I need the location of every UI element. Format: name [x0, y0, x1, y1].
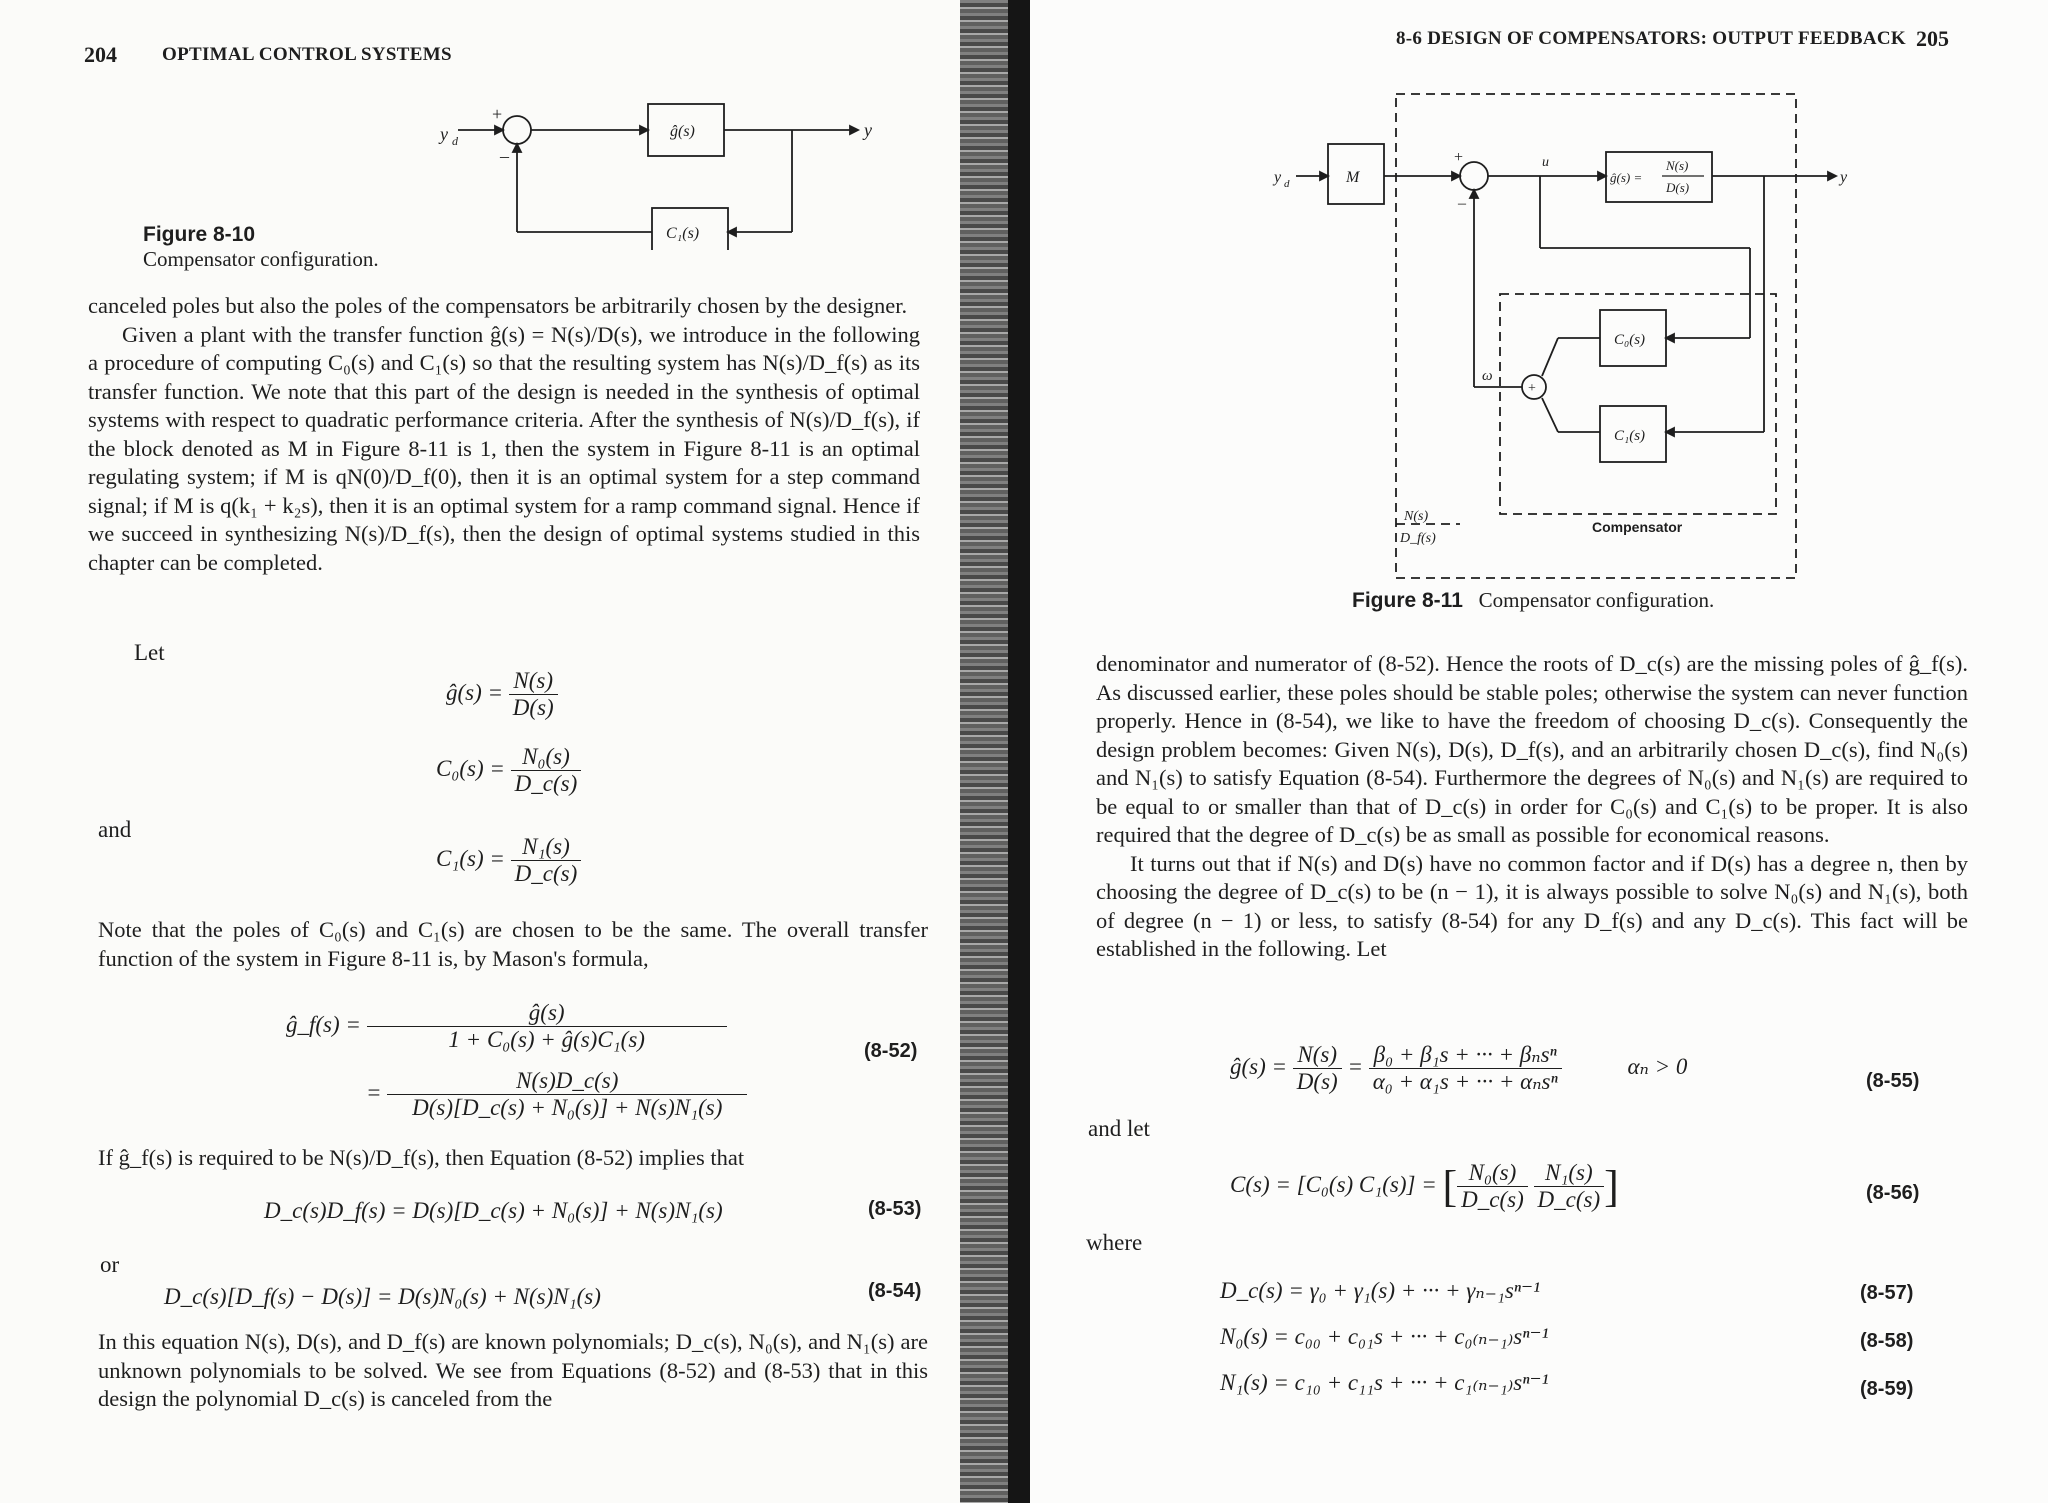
- equation-number: (8-55): [1866, 1070, 1920, 1092]
- fig11-omega: ω: [1482, 368, 1493, 384]
- fig10-minus: –: [500, 146, 509, 166]
- equation-8-52: [286, 1000, 727, 1053]
- figure-caption: Compensator configuration.: [1478, 588, 1715, 612]
- let-word: Let: [134, 640, 165, 665]
- paragraph-text: In this equation N(s), D(s), and D_f(s) are known polynomials; D_c(s), N₀(s), and N₁(s) are unknown polynomials to be solved. We see from Equations (8-52) and (8-53) that in this design the polynomial D_c(s) is canceled from the: [98, 1329, 928, 1411]
- equation-number: (8-57): [1860, 1282, 1914, 1304]
- eq-lhs: C₁(s) =: [436, 845, 505, 871]
- paragraph-text: Note that the poles of C₀(s) and C₁(s) are chosen to be the same. The overall transfer function of the system in Figure 8-11 is, by Mason's formula,: [98, 917, 928, 971]
- eq-denominator: D_c(s): [514, 861, 578, 886]
- right-page: [1030, 0, 2048, 1503]
- page-number: 205: [1916, 26, 1949, 51]
- eq-numerator: N(s)D_c(s): [387, 1068, 747, 1095]
- book-gutter: [1008, 0, 1030, 1503]
- equation-8-56: C(s) = [C₀(s) C₁(s)] = [ $\frac{\text{N₀(s)}}{D\_c(s)}$ $\frac{\text{N₁(s)}}{D\_c(s)}$ ]: [1230, 1160, 1619, 1212]
- eq-numerator: N₀(s): [511, 744, 582, 771]
- fig11-plant-num: N(s): [1666, 158, 1689, 173]
- paragraph-text: Given a plant with the transfer function ĝ(s) = N(s)/D(s), we introduce in the following a procedure of computing C₀(s) and C₁(s) so that the resulting system has N(s)/D_f(s) as its transfer function. We note that this part of the design is needed in the synthesis of optimal systems with respect to quadratic performance criteria. After the synthesis of N(s)/D_f(s), if the block denoted as M in Figure 8-11 is 1, then the system in Figure 8-11 is an optimal regulating system; if M is qN(0)/D_f(0), then it is an optimal system for a step command signal; if M is q(k₁ + k₂s), then it is an optimal system for a ramp command signal. Hence if we succeed in synthesizing N(s)/D_f(s), then the design of optimal systems studied in this chapter can be completed.: [88, 321, 920, 575]
- fig11-input: y: [1274, 169, 1282, 186]
- fig11-plant: ĝ(s) =: [1610, 170, 1643, 185]
- equation-8-52-second-line: [366, 1068, 747, 1121]
- equation-number: (8-52): [864, 1040, 918, 1062]
- figure-caption: Compensator configuration.: [143, 247, 379, 271]
- eq-numerator: N₀(s): [1457, 1160, 1528, 1187]
- running-head: OPTIMAL CONTROL SYSTEMS: [162, 44, 452, 65]
- fig11-input-sub: d: [1284, 178, 1290, 190]
- eq-lhs: ĝ(s) =: [446, 679, 504, 705]
- paragraph: [98, 916, 928, 973]
- fig11-overall-den: D_f(s): [1400, 531, 1436, 546]
- paragraph-text: It turns out that if N(s) and D(s) have no common factor and if D(s) has a degree n, then by choosing the degree of D_c(s) to be (n − 1), it is always possible to solve N₀(s) and N₁(s), both of degree (n − 1) or less, to satisfy (8-54) for any D_f(s) and any D_c(s). This fact will be established in the following. Let: [1096, 850, 1968, 961]
- and-let-word: and let: [1088, 1116, 1150, 1141]
- fig11-minus: –: [1458, 195, 1466, 212]
- eq-denominator: D(s): [512, 695, 554, 720]
- overall-boundary: [1396, 94, 1796, 578]
- fig10-output: y: [864, 120, 872, 140]
- fig10-input-sub: d: [452, 134, 458, 148]
- where-word: where: [1086, 1230, 1143, 1255]
- page-number: 204: [84, 42, 117, 67]
- eq-lhs: ĝ(s) =: [1230, 1053, 1288, 1079]
- left-page: [0, 0, 1015, 1503]
- paragraph: [1096, 650, 1968, 964]
- figure-8-10-caption: [143, 222, 379, 271]
- eq-numerator: N₁(s): [1534, 1160, 1605, 1187]
- eq-denominator: α₀ + α₁s + ··· + αₙsⁿ: [1372, 1069, 1558, 1094]
- figure-8-11-diagram: [1210, 84, 1850, 584]
- eq-denominator: D_c(s): [1461, 1187, 1524, 1212]
- eq-numerator: ĝ(s): [367, 1000, 727, 1027]
- paragraph: [88, 292, 920, 577]
- eq-denominator: D_c(s): [1537, 1187, 1601, 1212]
- figure-8-10-diagram: [430, 90, 890, 250]
- equation-8-59: N₁(s) = c₁₀ + c₁₁s + ··· + c₁₍ₙ₋₁₎sⁿ⁻¹: [1220, 1370, 1549, 1395]
- fig11-plant-den: D(s): [1666, 180, 1690, 195]
- equation-8-57: D_c(s) = γ₀ + γ₁(s) + ··· + γₙ₋₁sⁿ⁻¹: [1220, 1278, 1541, 1303]
- eq-numerator: N(s): [1293, 1042, 1342, 1069]
- eq-numerator: N₁(s): [511, 834, 582, 861]
- fig10-plant-label: ĝ(s): [670, 123, 695, 140]
- equation-c1: [436, 834, 581, 887]
- equation-8-54: D_c(s)[D_f(s) − D(s)] = D(s)N₀(s) + N(s)N₁(s): [164, 1284, 601, 1309]
- paragraph: [98, 1328, 928, 1414]
- fig11-c0: C₀(s): [1614, 332, 1646, 348]
- paragraph-text: If ĝ_f(s) is required to be N(s)/D_f(s), then Equation (8-52) implies that: [98, 1145, 745, 1170]
- fig11-overall-num: N(s): [1404, 509, 1429, 524]
- equation-number: (8-59): [1860, 1378, 1914, 1400]
- or-word: or: [100, 1252, 120, 1277]
- fig11-u: u: [1542, 155, 1549, 170]
- eq-equals: =: [366, 1079, 382, 1105]
- eq-numerator: N(s): [509, 668, 558, 695]
- eq-equals: =: [1347, 1053, 1363, 1079]
- equation-8-53: D_c(s)D_f(s) = D(s)[D_c(s) + N₀(s)] + N(s)N₁(s): [264, 1198, 723, 1223]
- eq-denominator: D_c(s): [514, 771, 578, 796]
- eq-lhs: ĝ_f(s) =: [286, 1011, 361, 1037]
- fig10-feedback-label: C₁(s): [666, 225, 700, 242]
- figure-label: Figure 8-10: [143, 223, 256, 246]
- eq-lhs: C₀(s) =: [436, 755, 505, 781]
- running-head: 8-6 DESIGN OF COMPENSATORS: OUTPUT FEEDBACK: [1396, 28, 1906, 49]
- eq-denominator: D(s)[D_c(s) + N₀(s)] + N(s)N₁(s): [412, 1095, 723, 1120]
- fig10-plus: +: [492, 104, 503, 124]
- figure-8-11-caption: [1352, 588, 1714, 613]
- equation-number: (8-56): [1866, 1182, 1920, 1204]
- fig11-c1: C₁(s): [1614, 428, 1646, 444]
- paragraph-text: canceled poles but also the poles of the compensators be arbitrarily chosen by the designer.: [88, 293, 908, 318]
- eq-numerator: β₀ + β₁s + ··· + βₙsⁿ: [1369, 1042, 1562, 1069]
- paragraph: [98, 1144, 928, 1173]
- fig11-compensator: Compensator: [1592, 519, 1683, 535]
- equation-number: (8-58): [1860, 1330, 1914, 1352]
- eq-denominator: D(s): [1296, 1069, 1338, 1094]
- eq-condition: αₙ > 0: [1627, 1053, 1688, 1079]
- fig11-m: M: [1346, 169, 1360, 186]
- eq-denominator: 1 + C₀(s) + ĝ(s)C₁(s): [448, 1027, 645, 1052]
- figure-label: Figure 8-11: [1352, 589, 1463, 612]
- fig11-plus: +: [1454, 149, 1464, 166]
- fig11-output: y: [1840, 169, 1848, 186]
- equation-g: [446, 668, 558, 721]
- eq-lhs: C(s) = [C₀(s) C₁(s)] =: [1230, 1171, 1437, 1197]
- equation-number: (8-53): [868, 1198, 922, 1220]
- paragraph-text: denominator and numerator of (8-52). Hence the roots of D_c(s) are the missing poles of ĝ_f(s). As discussed earlier, these poles should be stable poles; otherwise the system can never function properly. Hence in (8-54), we like to have the freedom of choosing D_c(s). Consequently the design problem becomes: Given N(s), D(s), D_f(s), and an arbitrarily chosen D_c(s), find N₀(s) and N₁(s) to satisfy Equation (8-54). Furthermore the degrees of N₀(s) and N₁(s) are required to be equal to or smaller than that of D_c(s) in order for C₀(s) and C₁(s) to be proper. It is also required that the degree of D_c(s) be as small as possible for economical reasons.: [1096, 651, 1968, 847]
- equation-c0: [436, 744, 581, 797]
- equation-number: (8-54): [868, 1280, 922, 1302]
- fig10-input: y: [440, 124, 448, 144]
- equation-8-55: [1230, 1042, 1687, 1095]
- and-word: and: [98, 817, 132, 842]
- fig11-sum: +: [1528, 381, 1536, 396]
- equation-8-58: N₀(s) = c₀₀ + c₀₁s + ··· + c₀₍ₙ₋₁₎sⁿ⁻¹: [1220, 1324, 1549, 1349]
- compensator-boundary: [1500, 294, 1776, 514]
